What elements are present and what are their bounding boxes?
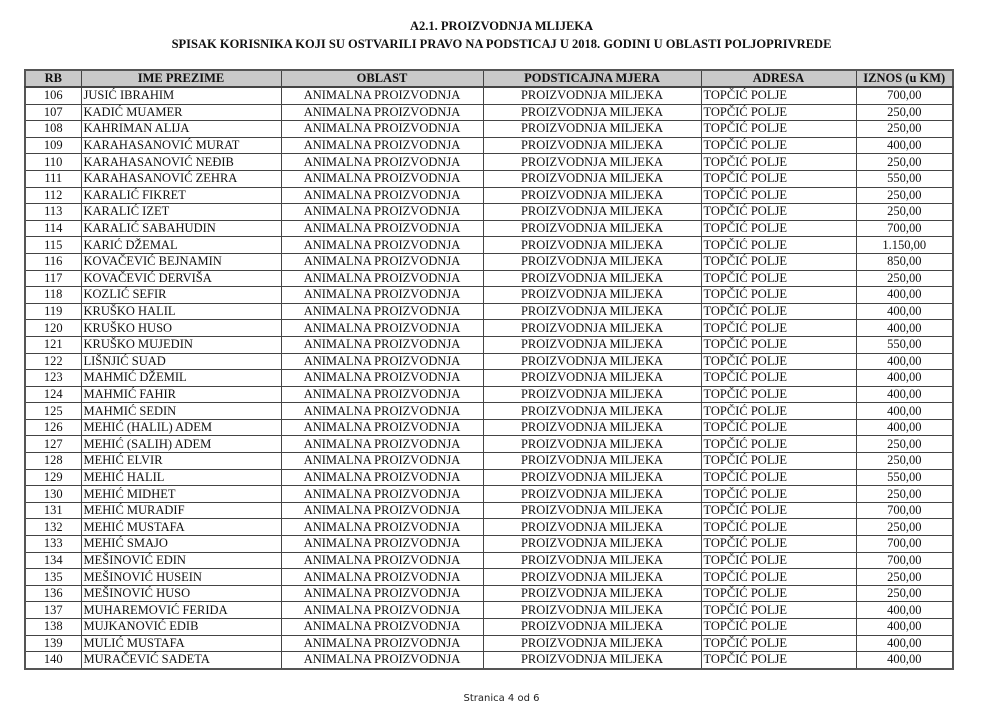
table-row: [25, 469, 953, 486]
cell-podsticajna-mjera: PROIZVODNJA MILJEKA: [483, 87, 701, 104]
cell-adresa: TOPČIĆ POLJE: [701, 569, 856, 586]
cell-adresa: TOPČIĆ POLJE: [701, 287, 856, 304]
cell-oblast: ANIMALNA PROIZVODNJA: [281, 486, 483, 503]
cell-oblast: ANIMALNA PROIZVODNJA: [281, 287, 483, 304]
cell-rb: 129: [25, 469, 81, 486]
table-row: [25, 370, 953, 387]
cell-podsticajna-mjera: PROIZVODNJA MILJEKA: [483, 403, 701, 420]
cell-iznos: 700,00: [856, 87, 953, 104]
cell-oblast: ANIMALNA PROIZVODNJA: [281, 137, 483, 154]
cell-podsticajna-mjera: PROIZVODNJA MILJEKA: [483, 154, 701, 171]
table-header-row: [25, 70, 953, 87]
cell-iznos: 400,00: [856, 635, 953, 652]
cell-podsticajna-mjera: PROIZVODNJA MILJEKA: [483, 453, 701, 470]
table-body: [25, 87, 953, 669]
cell-adresa: TOPČIĆ POLJE: [701, 386, 856, 403]
cell-ime-prezime: MEŠINOVIĆ HUSO: [81, 585, 281, 602]
cell-podsticajna-mjera: PROIZVODNJA MILJEKA: [483, 602, 701, 619]
cell-podsticajna-mjera: PROIZVODNJA MILJEKA: [483, 137, 701, 154]
cell-rb: 115: [25, 237, 81, 254]
cell-rb: 125: [25, 403, 81, 420]
cell-iznos: 250,00: [856, 519, 953, 536]
table-row: [25, 486, 953, 503]
cell-adresa: TOPČIĆ POLJE: [701, 320, 856, 337]
cell-rb: 120: [25, 320, 81, 337]
cell-ime-prezime: MEHIĆ ELVIR: [81, 453, 281, 470]
cell-adresa: TOPČIĆ POLJE: [701, 403, 856, 420]
cell-ime-prezime: KARALIĆ FIKRET: [81, 187, 281, 204]
cell-podsticajna-mjera: PROIZVODNJA MILJEKA: [483, 287, 701, 304]
cell-ime-prezime: MAHMIĆ DŽEMIL: [81, 370, 281, 387]
cell-podsticajna-mjera: PROIZVODNJA MILJEKA: [483, 104, 701, 121]
cell-podsticajna-mjera: PROIZVODNJA MILJEKA: [483, 635, 701, 652]
cell-podsticajna-mjera: PROIZVODNJA MILJEKA: [483, 419, 701, 436]
cell-ime-prezime: MEHIĆ MUSTAFA: [81, 519, 281, 536]
cell-podsticajna-mjera: PROIZVODNJA MILJEKA: [483, 652, 701, 669]
cell-ime-prezime: KAHRIMAN ALIJA: [81, 121, 281, 138]
cell-rb: 132: [25, 519, 81, 536]
cell-iznos: 550,00: [856, 469, 953, 486]
cell-ime-prezime: KARAHASANOVIĆ MURAT: [81, 137, 281, 154]
cell-oblast: ANIMALNA PROIZVODNJA: [281, 403, 483, 420]
cell-oblast: ANIMALNA PROIZVODNJA: [281, 519, 483, 536]
table-row: [25, 619, 953, 636]
cell-podsticajna-mjera: PROIZVODNJA MILJEKA: [483, 204, 701, 221]
cell-rb: 128: [25, 453, 81, 470]
cell-ime-prezime: MUHAREMOVIĆ FERIDA: [81, 602, 281, 619]
cell-iznos: 250,00: [856, 204, 953, 221]
cell-adresa: TOPČIĆ POLJE: [701, 436, 856, 453]
cell-ime-prezime: MEHIĆ MURADIF: [81, 502, 281, 519]
cell-podsticajna-mjera: PROIZVODNJA MILJEKA: [483, 502, 701, 519]
cell-oblast: ANIMALNA PROIZVODNJA: [281, 602, 483, 619]
table-row: [25, 585, 953, 602]
cell-rb: 111: [25, 170, 81, 187]
cell-adresa: TOPČIĆ POLJE: [701, 137, 856, 154]
table-row: [25, 453, 953, 470]
cell-rb: 130: [25, 486, 81, 503]
cell-oblast: ANIMALNA PROIZVODNJA: [281, 536, 483, 553]
column-header-oblast: OBLAST: [281, 70, 483, 87]
cell-adresa: TOPČIĆ POLJE: [701, 652, 856, 669]
cell-adresa: TOPČIĆ POLJE: [701, 204, 856, 221]
cell-oblast: ANIMALNA PROIZVODNJA: [281, 353, 483, 370]
cell-ime-prezime: MAHMIĆ FAHIR: [81, 386, 281, 403]
cell-oblast: ANIMALNA PROIZVODNJA: [281, 187, 483, 204]
beneficiaries-table: [24, 69, 954, 670]
cell-podsticajna-mjera: PROIZVODNJA MILJEKA: [483, 619, 701, 636]
cell-podsticajna-mjera: PROIZVODNJA MILJEKA: [483, 585, 701, 602]
table-row: [25, 419, 953, 436]
cell-podsticajna-mjera: PROIZVODNJA MILJEKA: [483, 170, 701, 187]
cell-adresa: TOPČIĆ POLJE: [701, 253, 856, 270]
table-row: [25, 436, 953, 453]
cell-iznos: 550,00: [856, 336, 953, 353]
cell-rb: 133: [25, 536, 81, 553]
cell-podsticajna-mjera: PROIZVODNJA MILJEKA: [483, 386, 701, 403]
cell-podsticajna-mjera: PROIZVODNJA MILJEKA: [483, 436, 701, 453]
cell-rb: 134: [25, 552, 81, 569]
cell-adresa: TOPČIĆ POLJE: [701, 519, 856, 536]
cell-oblast: ANIMALNA PROIZVODNJA: [281, 585, 483, 602]
cell-rb: 119: [25, 303, 81, 320]
column-header-iznos: IZNOS (u KM): [856, 70, 953, 87]
table-row: [25, 237, 953, 254]
cell-rb: 110: [25, 154, 81, 171]
table-row: [25, 253, 953, 270]
table-row: [25, 104, 953, 121]
table-row: [25, 137, 953, 154]
cell-iznos: 1.150,00: [856, 237, 953, 254]
cell-ime-prezime: KOZLIĆ SEFIR: [81, 287, 281, 304]
cell-podsticajna-mjera: PROIZVODNJA MILJEKA: [483, 336, 701, 353]
cell-ime-prezime: KARALIĆ IZET: [81, 204, 281, 221]
cell-oblast: ANIMALNA PROIZVODNJA: [281, 104, 483, 121]
cell-adresa: TOPČIĆ POLJE: [701, 635, 856, 652]
cell-podsticajna-mjera: PROIZVODNJA MILJEKA: [483, 253, 701, 270]
cell-iznos: 250,00: [856, 270, 953, 287]
cell-iznos: 250,00: [856, 121, 953, 138]
table-row: [25, 652, 953, 669]
cell-ime-prezime: KARALIĆ SABAHUDIN: [81, 220, 281, 237]
cell-rb: 118: [25, 287, 81, 304]
column-header-adresa: ADRESA: [701, 70, 856, 87]
cell-podsticajna-mjera: PROIZVODNJA MILJEKA: [483, 187, 701, 204]
cell-rb: 123: [25, 370, 81, 387]
table-row: [25, 519, 953, 536]
cell-adresa: TOPČIĆ POLJE: [701, 370, 856, 387]
cell-adresa: TOPČIĆ POLJE: [701, 104, 856, 121]
cell-rb: 135: [25, 569, 81, 586]
cell-oblast: ANIMALNA PROIZVODNJA: [281, 237, 483, 254]
cell-rb: 107: [25, 104, 81, 121]
cell-ime-prezime: MEHIĆ HALIL: [81, 469, 281, 486]
cell-ime-prezime: MEŠINOVIĆ EDIN: [81, 552, 281, 569]
table-row: [25, 336, 953, 353]
cell-oblast: ANIMALNA PROIZVODNJA: [281, 320, 483, 337]
table-row: [25, 502, 953, 519]
cell-podsticajna-mjera: PROIZVODNJA MILJEKA: [483, 569, 701, 586]
cell-adresa: TOPČIĆ POLJE: [701, 87, 856, 104]
column-header-podsticajna-mjera: PODSTICAJNA MJERA: [483, 70, 701, 87]
column-header-ime-prezime: IME PREZIME: [81, 70, 281, 87]
cell-iznos: 700,00: [856, 220, 953, 237]
cell-oblast: ANIMALNA PROIZVODNJA: [281, 469, 483, 486]
cell-rb: 137: [25, 602, 81, 619]
table-row: [25, 121, 953, 138]
cell-iznos: 400,00: [856, 403, 953, 420]
table-row: [25, 386, 953, 403]
table-row: [25, 270, 953, 287]
cell-podsticajna-mjera: PROIZVODNJA MILJEKA: [483, 237, 701, 254]
cell-iznos: 400,00: [856, 287, 953, 304]
cell-oblast: ANIMALNA PROIZVODNJA: [281, 121, 483, 138]
cell-rb: 138: [25, 619, 81, 636]
cell-iznos: 250,00: [856, 436, 953, 453]
table-row: [25, 303, 953, 320]
cell-ime-prezime: KOVAČEVIĆ DERVIŠA: [81, 270, 281, 287]
cell-rb: 122: [25, 353, 81, 370]
cell-podsticajna-mjera: PROIZVODNJA MILJEKA: [483, 536, 701, 553]
cell-oblast: ANIMALNA PROIZVODNJA: [281, 569, 483, 586]
cell-ime-prezime: MEHIĆ MIDHET: [81, 486, 281, 503]
cell-iznos: 250,00: [856, 486, 953, 503]
cell-rb: 131: [25, 502, 81, 519]
cell-rb: 108: [25, 121, 81, 138]
cell-ime-prezime: KOVAČEVIĆ BEJNAMIN: [81, 253, 281, 270]
cell-rb: 114: [25, 220, 81, 237]
cell-rb: 140: [25, 652, 81, 669]
cell-adresa: TOPČIĆ POLJE: [701, 170, 856, 187]
cell-iznos: 400,00: [856, 137, 953, 154]
table-row: [25, 204, 953, 221]
cell-oblast: ANIMALNA PROIZVODNJA: [281, 87, 483, 104]
cell-adresa: TOPČIĆ POLJE: [701, 585, 856, 602]
cell-podsticajna-mjera: PROIZVODNJA MILJEKA: [483, 303, 701, 320]
cell-iznos: 400,00: [856, 652, 953, 669]
cell-iznos: 400,00: [856, 370, 953, 387]
cell-iznos: 400,00: [856, 619, 953, 636]
cell-adresa: TOPČIĆ POLJE: [701, 353, 856, 370]
cell-adresa: TOPČIĆ POLJE: [701, 187, 856, 204]
cell-ime-prezime: KADIĆ MUAMER: [81, 104, 281, 121]
table-row: [25, 87, 953, 104]
cell-iznos: 850,00: [856, 253, 953, 270]
cell-iznos: 400,00: [856, 419, 953, 436]
cell-adresa: TOPČIĆ POLJE: [701, 502, 856, 519]
cell-oblast: ANIMALNA PROIZVODNJA: [281, 635, 483, 652]
table-row: [25, 320, 953, 337]
table-row: [25, 552, 953, 569]
cell-iznos: 400,00: [856, 320, 953, 337]
cell-ime-prezime: MEHIĆ (HALIL) ADEM: [81, 419, 281, 436]
cell-adresa: TOPČIĆ POLJE: [701, 619, 856, 636]
cell-ime-prezime: KRUŠKO MUJEDIN: [81, 336, 281, 353]
cell-podsticajna-mjera: PROIZVODNJA MILJEKA: [483, 552, 701, 569]
table-row: [25, 170, 953, 187]
cell-podsticajna-mjera: PROIZVODNJA MILJEKA: [483, 121, 701, 138]
cell-ime-prezime: MURAČEVIĆ SADETA: [81, 652, 281, 669]
cell-ime-prezime: KARAHASANOVIĆ ZEHRA: [81, 170, 281, 187]
cell-ime-prezime: MEHIĆ SMAJO: [81, 536, 281, 553]
cell-ime-prezime: MEHIĆ (SALIH) ADEM: [81, 436, 281, 453]
cell-rb: 106: [25, 87, 81, 104]
cell-rb: 139: [25, 635, 81, 652]
cell-adresa: TOPČIĆ POLJE: [701, 453, 856, 470]
cell-ime-prezime: MEŠINOVIĆ HUSEIN: [81, 569, 281, 586]
cell-iznos: 400,00: [856, 386, 953, 403]
cell-ime-prezime: MULIĆ MUSTAFA: [81, 635, 281, 652]
table-row: [25, 403, 953, 420]
table-row: [25, 602, 953, 619]
cell-ime-prezime: MAHMIĆ SEDIN: [81, 403, 281, 420]
cell-adresa: TOPČIĆ POLJE: [701, 336, 856, 353]
cell-podsticajna-mjera: PROIZVODNJA MILJEKA: [483, 220, 701, 237]
page-number: Stranica 4 od 6: [463, 693, 540, 704]
cell-iznos: 700,00: [856, 502, 953, 519]
cell-oblast: ANIMALNA PROIZVODNJA: [281, 619, 483, 636]
cell-iznos: 550,00: [856, 170, 953, 187]
cell-rb: 117: [25, 270, 81, 287]
cell-oblast: ANIMALNA PROIZVODNJA: [281, 220, 483, 237]
cell-oblast: ANIMALNA PROIZVODNJA: [281, 154, 483, 171]
cell-ime-prezime: MUJKANOVIĆ EDIB: [81, 619, 281, 636]
cell-iznos: 250,00: [856, 569, 953, 586]
cell-podsticajna-mjera: PROIZVODNJA MILJEKA: [483, 270, 701, 287]
cell-oblast: ANIMALNA PROIZVODNJA: [281, 552, 483, 569]
table-row: [25, 220, 953, 237]
cell-oblast: ANIMALNA PROIZVODNJA: [281, 370, 483, 387]
cell-rb: 124: [25, 386, 81, 403]
cell-rb: 127: [25, 436, 81, 453]
cell-iznos: 400,00: [856, 303, 953, 320]
cell-oblast: ANIMALNA PROIZVODNJA: [281, 270, 483, 287]
cell-oblast: ANIMALNA PROIZVODNJA: [281, 386, 483, 403]
cell-adresa: TOPČIĆ POLJE: [701, 121, 856, 138]
cell-rb: 126: [25, 419, 81, 436]
cell-adresa: TOPČIĆ POLJE: [701, 303, 856, 320]
cell-podsticajna-mjera: PROIZVODNJA MILJEKA: [483, 370, 701, 387]
cell-rb: 116: [25, 253, 81, 270]
cell-adresa: TOPČIĆ POLJE: [701, 270, 856, 287]
cell-oblast: ANIMALNA PROIZVODNJA: [281, 419, 483, 436]
cell-rb: 112: [25, 187, 81, 204]
table-row: [25, 569, 953, 586]
table-row: [25, 154, 953, 171]
table-row: [25, 536, 953, 553]
cell-rb: 136: [25, 585, 81, 602]
cell-iznos: 700,00: [856, 552, 953, 569]
cell-podsticajna-mjera: PROIZVODNJA MILJEKA: [483, 320, 701, 337]
cell-oblast: ANIMALNA PROIZVODNJA: [281, 436, 483, 453]
cell-ime-prezime: KRUŠKO HALIL: [81, 303, 281, 320]
cell-podsticajna-mjera: PROIZVODNJA MILJEKA: [483, 519, 701, 536]
column-header-rb: RB: [25, 70, 81, 87]
cell-adresa: TOPČIĆ POLJE: [701, 552, 856, 569]
cell-iznos: 250,00: [856, 453, 953, 470]
cell-adresa: TOPČIĆ POLJE: [701, 486, 856, 503]
cell-iznos: 250,00: [856, 585, 953, 602]
table-row: [25, 187, 953, 204]
cell-oblast: ANIMALNA PROIZVODNJA: [281, 652, 483, 669]
cell-ime-prezime: LIŠNJIĆ SUAD: [81, 353, 281, 370]
document-title: A2.1. PROIZVODNJA MLIJEKA: [409, 19, 594, 33]
cell-oblast: ANIMALNA PROIZVODNJA: [281, 170, 483, 187]
cell-podsticajna-mjera: PROIZVODNJA MILJEKA: [483, 469, 701, 486]
cell-iznos: 400,00: [856, 353, 953, 370]
cell-podsticajna-mjera: PROIZVODNJA MILJEKA: [483, 486, 701, 503]
cell-ime-prezime: JUSIĆ IBRAHIM: [81, 87, 281, 104]
document-subtitle: SPISAK KORISNIKA KOJI SU OSTVARILI PRAVO NA PODSTICAJ U 2018. GODINI U OBLASTI POLJOPRIVREDE: [171, 37, 832, 51]
cell-ime-prezime: KRUŠKO HUSO: [81, 320, 281, 337]
table-row: [25, 353, 953, 370]
cell-oblast: ANIMALNA PROIZVODNJA: [281, 502, 483, 519]
cell-podsticajna-mjera: PROIZVODNJA MILJEKA: [483, 353, 701, 370]
cell-oblast: ANIMALNA PROIZVODNJA: [281, 453, 483, 470]
cell-oblast: ANIMALNA PROIZVODNJA: [281, 336, 483, 353]
cell-iznos: 700,00: [856, 536, 953, 553]
cell-adresa: TOPČIĆ POLJE: [701, 220, 856, 237]
cell-oblast: ANIMALNA PROIZVODNJA: [281, 204, 483, 221]
table-row: [25, 287, 953, 304]
cell-ime-prezime: KARAHASANOVIĆ NEĐIB: [81, 154, 281, 171]
cell-rb: 109: [25, 137, 81, 154]
cell-adresa: TOPČIĆ POLJE: [701, 469, 856, 486]
cell-rb: 121: [25, 336, 81, 353]
cell-iznos: 400,00: [856, 602, 953, 619]
cell-adresa: TOPČIĆ POLJE: [701, 154, 856, 171]
cell-oblast: ANIMALNA PROIZVODNJA: [281, 253, 483, 270]
cell-iznos: 250,00: [856, 154, 953, 171]
cell-ime-prezime: KARIĆ DŽEMAL: [81, 237, 281, 254]
cell-adresa: TOPČIĆ POLJE: [701, 602, 856, 619]
cell-rb: 113: [25, 204, 81, 221]
cell-oblast: ANIMALNA PROIZVODNJA: [281, 303, 483, 320]
cell-iznos: 250,00: [856, 187, 953, 204]
cell-adresa: TOPČIĆ POLJE: [701, 536, 856, 553]
cell-adresa: TOPČIĆ POLJE: [701, 237, 856, 254]
cell-iznos: 250,00: [856, 104, 953, 121]
cell-adresa: TOPČIĆ POLJE: [701, 419, 856, 436]
table-row: [25, 635, 953, 652]
